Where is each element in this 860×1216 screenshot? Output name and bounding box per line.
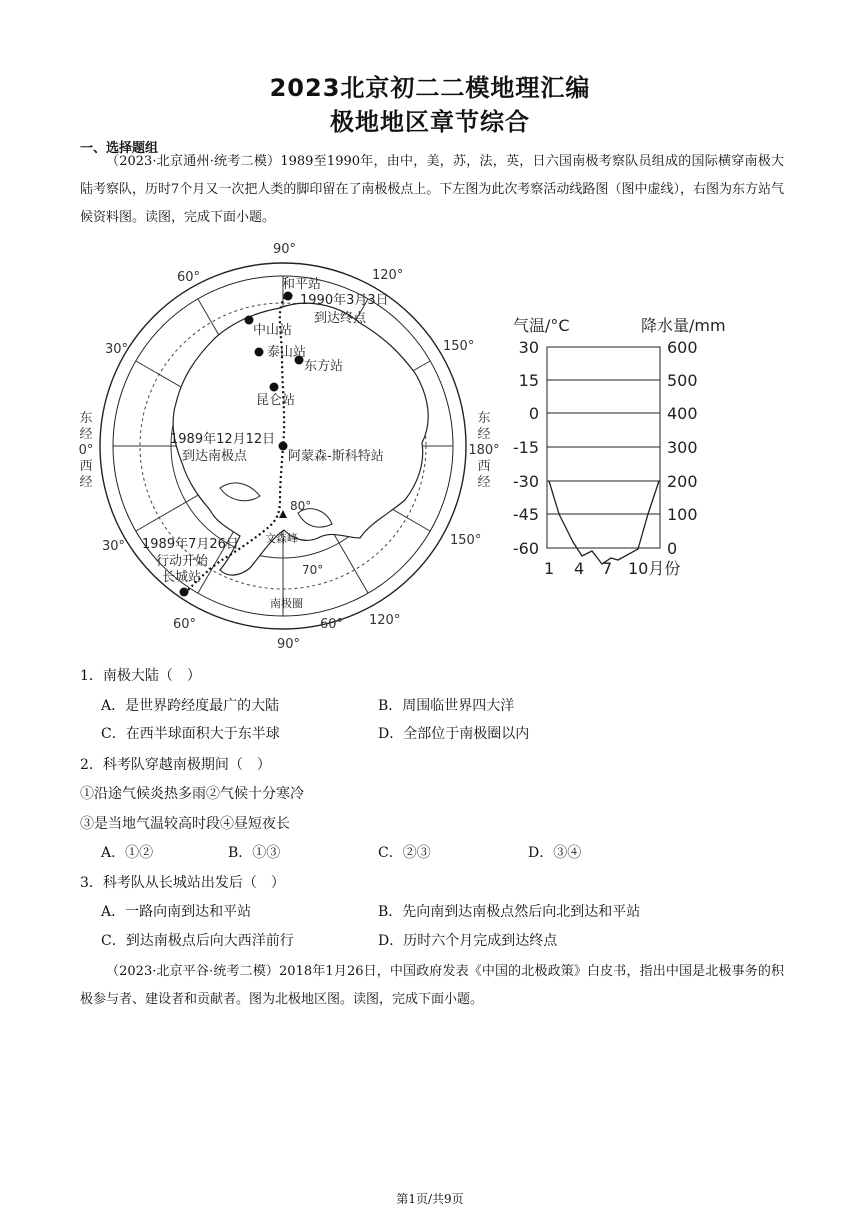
q2-option-a[interactable]: A．①②	[101, 845, 154, 861]
document-title: 2023北京初二二模地理汇编	[269, 74, 591, 102]
zhongshan-station-label: 中山站	[253, 323, 293, 338]
south-pole-dot	[279, 442, 288, 451]
deg-label: 60°	[320, 617, 344, 632]
deg-label: 30°	[102, 539, 126, 554]
prec-tick: 300	[667, 438, 698, 457]
deg-label: 150°	[443, 339, 475, 354]
temp-tick: -60	[512, 539, 539, 558]
temp-tick: -45	[512, 505, 539, 524]
date-1990-label-b: 到达终点	[314, 311, 367, 326]
month-label: 1	[544, 559, 555, 578]
figure-area	[70, 238, 790, 658]
temp-tick: -15	[512, 438, 539, 457]
prec-tick: 600	[667, 338, 698, 357]
right-longitude-label: 东	[477, 411, 491, 426]
deg-label: 30°	[105, 342, 129, 357]
temperature-axis-title: 气温/°C	[513, 316, 570, 335]
document-subtitle: 极地地区章节综合	[330, 108, 530, 136]
antarctica-map-figure	[70, 238, 790, 658]
question-1-stem: 1．南极大陆（ ）	[80, 668, 201, 684]
q2-statements-line-2: ③是当地气温较高时段④昼短夜长	[80, 816, 290, 832]
date-1990-label: 1990年3月3日	[300, 293, 389, 308]
month-label: 4	[574, 559, 585, 578]
q2-option-b[interactable]: B．①③	[228, 845, 281, 861]
q1-option-a[interactable]: A．是世界跨经度最广的大陆	[101, 698, 280, 714]
heping-station-dot	[284, 292, 293, 301]
temp-tick: 30	[518, 338, 539, 357]
q3-option-c[interactable]: C．到达南极点后向大西洋前行	[101, 933, 294, 949]
kunlun-station-label: 昆仑站	[256, 393, 296, 408]
deg-label: 90°	[277, 637, 301, 652]
prec-tick: 400	[667, 404, 698, 423]
vinson-massif-label: 文森峰	[265, 532, 298, 545]
month-label: 10月份	[628, 559, 681, 578]
climate-chart	[513, 316, 726, 578]
left-longitude-label: 西	[79, 459, 93, 474]
deg-label: 150°	[450, 533, 482, 548]
dongfang-station-label: 东方站	[304, 359, 344, 374]
deg-label: 120°	[369, 613, 401, 628]
page-footer: 第1页/共9页	[396, 1192, 464, 1206]
left-longitude-label: 经	[79, 475, 93, 490]
deg-label: 80°	[290, 499, 312, 513]
date-1989-dec-label-b: 到达南极点	[182, 449, 248, 464]
q2-statements-line-1: ①沿途气候炎热多雨②气候十分寒冷	[80, 786, 304, 802]
antarctic-circle-label: 南极圈	[270, 597, 303, 610]
q3-option-b[interactable]: B．先向南到达南极点然后向北到达和平站	[378, 904, 641, 920]
right-longitude-label: 180°	[468, 443, 500, 458]
prec-tick: 200	[667, 472, 698, 491]
amundsen-scott-label: 阿蒙森-斯科特站	[288, 449, 384, 464]
taishan-station-dot	[255, 348, 264, 357]
month-label: 7	[602, 559, 613, 578]
date-1989-jul-label: 1989年7月26日	[142, 537, 239, 552]
left-longitude-label: 东	[79, 411, 93, 426]
q1-option-b[interactable]: B．周围临世界四大洋	[378, 698, 515, 714]
intro-paragraph-1: （2023·北京通州·统考二模）1989至1990年，由中，美，苏，法，英，日六国南极考察队员组成的国际横穿南极大陆考察队，历时7个月又一次把人类的脚印留在了南极极点上。下左图为此次考察活动线路图（图中虚线），右图为东方站气候资料图。读图，完成下面小题。	[80, 154, 784, 225]
taishan-station-label: 泰山站	[267, 345, 307, 360]
polar-map	[79, 242, 500, 652]
deg-label: 70°	[302, 563, 324, 577]
prec-tick: 0	[667, 539, 678, 558]
prec-tick: 100	[667, 505, 698, 524]
precipitation-axis-title: 降水量/mm	[641, 316, 726, 335]
question-3-stem: 3．科考队从长城站出发后（ ）	[80, 875, 285, 891]
prec-tick: 500	[667, 371, 698, 390]
temp-tick: 0	[528, 404, 539, 423]
section-heading: 一、选择题组	[80, 141, 159, 156]
q3-option-a[interactable]: A．一路向南到达和平站	[101, 904, 252, 920]
deg-label: 60°	[173, 617, 197, 632]
right-longitude-label: 经	[477, 427, 491, 442]
q2-option-c[interactable]: C．②③	[378, 845, 431, 861]
temp-tick: 15	[518, 371, 539, 390]
changcheng-station-label: 长城站	[162, 570, 202, 585]
changcheng-station-dot	[180, 588, 189, 597]
heping-station-label: 和平站	[282, 277, 322, 292]
q2-option-d[interactable]: D．③④	[528, 845, 582, 861]
deg-label: 60°	[177, 270, 201, 285]
right-longitude-label: 西	[477, 459, 491, 474]
question-2-stem: 2．科考队穿越南极期间（ ）	[80, 757, 271, 773]
intro-paragraph-2: （2023·北京平谷·统考二模）2018年1月26日，中国政府发表《中国的北极政策》白皮书，指出中国是北极事务的积极参与者、建设者和贡献者。图为北极地区图。读图，完成下面小题。	[80, 964, 784, 1007]
q1-option-d[interactable]: D．全部位于南极圈以内	[378, 726, 530, 742]
temp-tick: -30	[512, 472, 539, 491]
date-1989-jul-label-b: 行动开始	[156, 554, 209, 569]
deg-label: 90°	[273, 242, 297, 257]
left-longitude-label: 0°	[78, 443, 94, 458]
q1-option-c[interactable]: C．在西半球面积大于东半球	[101, 726, 280, 742]
right-longitude-label: 经	[477, 475, 491, 490]
left-longitude-label: 经	[79, 427, 93, 442]
kunlun-station-dot	[270, 383, 279, 392]
temperature-curve	[549, 481, 659, 564]
deg-label: 120°	[372, 268, 404, 283]
q3-option-d[interactable]: D．历时六个月完成到达终点	[378, 933, 558, 949]
date-1989-dec-label: 1989年12月12日	[170, 432, 276, 447]
